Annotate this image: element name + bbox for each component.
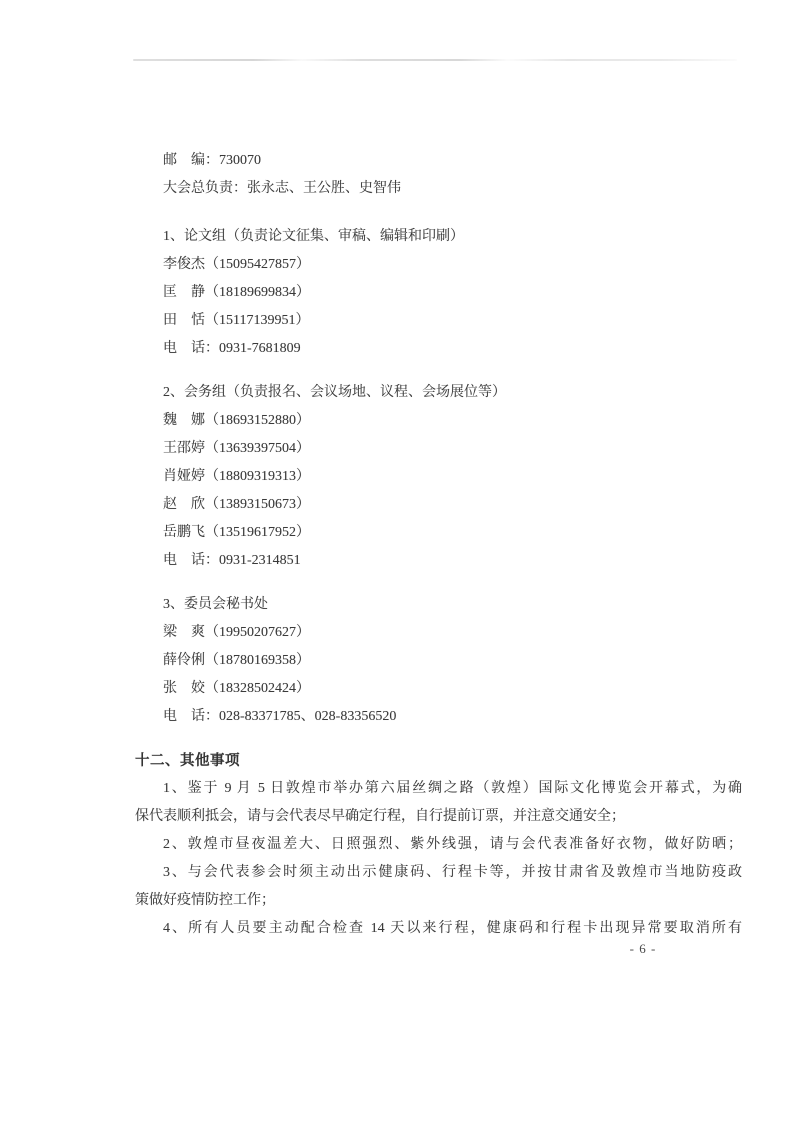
group-title: 3、委员会秘书处 [163, 597, 268, 612]
group-conference-affairs [135, 379, 742, 575]
scan-artifact-line [133, 59, 737, 61]
member-line: 匡 静（18189699834） [163, 285, 310, 300]
member-line: 田 恬（15117139951） [163, 313, 310, 328]
member-line: 赵 欣（13893150673） [163, 497, 310, 512]
member-line: 梁 爽（19950207627） [163, 625, 310, 640]
paragraph-line: 4、所有人员要主动配合检查 14 天以来行程，健康码和行程卡出现异常要取消所有 [163, 921, 742, 936]
member-line: 肖娅婷（18809319313） [163, 469, 310, 484]
group-title: 1、论文组（负责论文征集、审稿、编辑和印刷） [163, 229, 464, 244]
other-matter-item-2 [135, 831, 742, 859]
group-phone-line: 电 话：028-83371785、028-83356520 [163, 709, 397, 724]
spacer [135, 363, 742, 379]
other-matter-item-1 [135, 775, 742, 831]
spacer [135, 731, 742, 747]
page-number: - 6 - [629, 941, 657, 956]
document-content [135, 147, 742, 943]
member-line: 岳鹏飞（13519617952） [163, 525, 310, 540]
member-line: 张 姣（18328502424） [163, 681, 310, 696]
paragraph-line: 策做好疫情防控工作； [135, 893, 275, 908]
group-phone-line: 电 话：0931-2314851 [163, 553, 301, 568]
other-matters-heading: 十二、其他事项 [135, 753, 240, 769]
member-line: 李俊杰（15095427857） [163, 257, 310, 272]
paragraph-line: 保代表顺利抵会，请与会代表尽早确定行程，自行提前订票，并注意交通安全； [135, 809, 625, 824]
other-matter-item-3 [135, 859, 742, 915]
group-title: 2、会务组（负责报名、会议场地、议程、会场展位等） [163, 385, 506, 400]
group-paper-committee [135, 223, 742, 363]
group-secretariat [135, 591, 742, 731]
paragraph-line: 1、鉴于 9 月 5 日敦煌市举办第六届丝绸之路（敦煌）国际文化博览会开幕式，为确 [163, 781, 742, 796]
chief-responsible-line: 大会总负责：张永志、王公胜、史智伟 [163, 181, 401, 196]
other-matter-item-4 [135, 915, 742, 943]
spacer [135, 575, 742, 591]
postal-code-line: 邮 编：730070 [163, 153, 261, 168]
paragraph-line: 3、与会代表参会时须主动出示健康码、行程卡等，并按甘肃省及敦煌市当地防疫政 [163, 865, 742, 880]
member-line: 王邵婷（13639397504） [163, 441, 310, 456]
paragraph-line: 2、敦煌市昼夜温差大、日照强烈、紫外线强，请与会代表准备好衣物，做好防晒； [163, 837, 742, 852]
spacer [135, 203, 742, 223]
member-line: 魏 娜（18693152880） [163, 413, 310, 428]
member-line: 薛伶俐（18780169358） [163, 653, 310, 668]
group-phone-line: 电 话：0931-7681809 [163, 341, 301, 356]
